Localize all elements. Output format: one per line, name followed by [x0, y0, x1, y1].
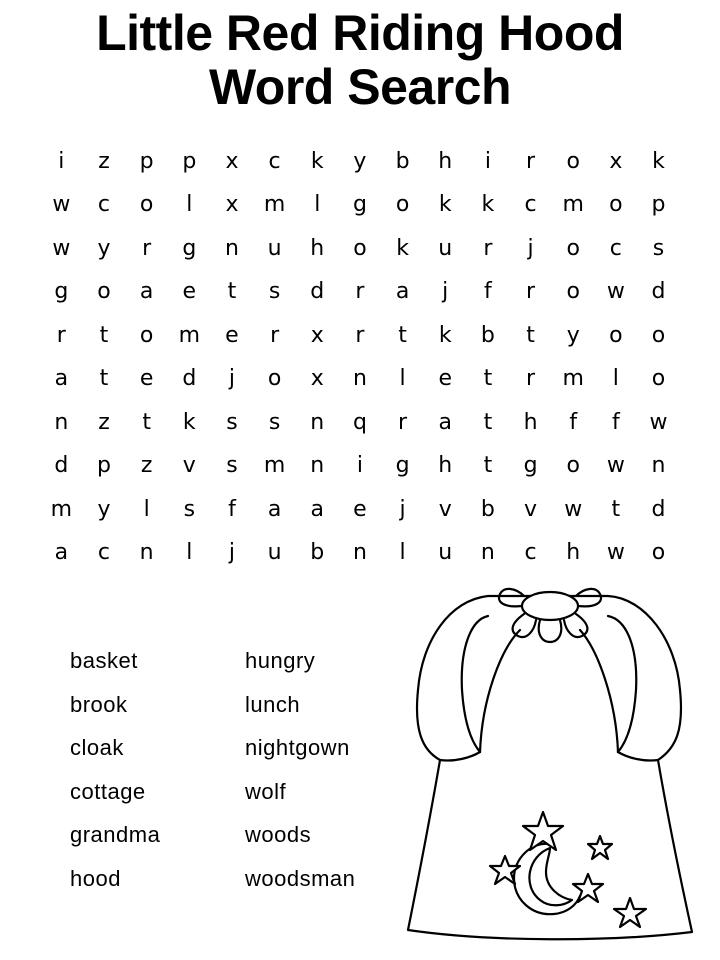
grid-letter: n — [224, 235, 239, 261]
grid-letter: e — [139, 366, 154, 392]
grid-letter: b — [480, 496, 495, 522]
grid-letter: f — [228, 496, 236, 522]
grid-letter: s — [226, 409, 238, 435]
grid-letter: t — [526, 322, 535, 348]
grid-letter: i — [484, 148, 491, 174]
grid-letter: k — [396, 235, 409, 261]
grid-letter: x — [310, 366, 324, 392]
grid-letter: k — [652, 148, 665, 174]
grid-letter: t — [398, 322, 407, 348]
grid-letter: b — [310, 540, 325, 566]
grid-letter: y — [97, 235, 111, 261]
grid-letter: a — [267, 496, 282, 522]
grid-letter: t — [483, 366, 493, 392]
grid-letter: r — [526, 279, 536, 305]
grid-letter: d — [182, 366, 197, 392]
grid-letter: l — [186, 192, 193, 218]
grid-letter: s — [226, 453, 238, 479]
grid-letter: z — [140, 453, 153, 479]
grid-letter: t — [99, 366, 109, 392]
grid-letter: o — [267, 366, 282, 392]
grid-letter: n — [54, 409, 69, 435]
grid-letter: d — [310, 279, 325, 305]
grid-letter: v — [438, 496, 452, 522]
grid-letter: w — [606, 540, 625, 566]
word-list-item: cloak — [70, 735, 124, 760]
grid-letter: a — [310, 496, 324, 522]
grid-letter: j — [228, 540, 236, 566]
grid-letter: m — [263, 192, 286, 218]
page-title — [0, 6, 720, 114]
grid-letter: o — [651, 322, 666, 348]
grid-letter: l — [399, 540, 406, 566]
grid-letter: m — [178, 322, 201, 348]
grid-letter: v — [182, 453, 196, 479]
word-list-item: grandma — [70, 822, 161, 847]
grid-letter: t — [611, 496, 621, 522]
grid-row — [40, 445, 680, 489]
grid-letter: c — [97, 540, 111, 566]
grid-letter: a — [139, 279, 154, 305]
grid-row — [40, 358, 680, 402]
grid-letter: x — [609, 148, 623, 174]
grid-letter: o — [139, 322, 154, 348]
grid-letter: l — [143, 496, 150, 522]
grid-letter: k — [481, 192, 495, 218]
grid-letter: x — [310, 322, 324, 348]
grid-letter: y — [97, 496, 111, 522]
grid-letter: j — [527, 235, 534, 261]
grid-letter: e — [353, 496, 367, 522]
grid-letter: o — [609, 192, 623, 218]
grid-letter: s — [652, 235, 665, 261]
grid-letter: r — [355, 322, 365, 348]
grid-letter: p — [97, 453, 111, 479]
word-list-item: brook — [70, 691, 128, 717]
grid-letter: p — [651, 192, 666, 218]
word-list-item: hood — [70, 865, 121, 891]
grid-letter: s — [183, 496, 196, 522]
grid-letter: n — [352, 366, 367, 392]
grid-row — [40, 488, 680, 532]
grid-letter: w — [649, 409, 668, 435]
grid-letter: w — [52, 192, 71, 218]
grid-letter: b — [480, 322, 495, 348]
grid-letter: m — [50, 496, 73, 522]
grid-letter: c — [268, 148, 281, 174]
grid-row — [40, 140, 680, 184]
grid-letter: h — [310, 235, 325, 261]
grid-letter: m — [562, 192, 584, 218]
grid-letter: z — [98, 148, 110, 174]
grid-letter: r — [355, 279, 365, 305]
word-list-column-2 — [245, 644, 355, 905]
grid-letter: c — [97, 192, 111, 218]
grid-letter: o — [566, 148, 580, 174]
title-line-1: Little Red Riding Hood — [96, 5, 624, 61]
grid-letter: n — [139, 540, 154, 566]
word-list-item: nightgown — [245, 735, 350, 760]
grid-letter: t — [227, 279, 237, 305]
grid-letter: s — [268, 279, 281, 305]
grid-letter: a — [54, 540, 69, 566]
grid-letter: o — [651, 540, 666, 566]
grid-letter: g — [352, 192, 367, 218]
grid-letter: g — [523, 453, 538, 479]
grid-letter: u — [438, 235, 453, 261]
grid-letter: r — [526, 148, 536, 174]
grid-letter: h — [523, 409, 538, 435]
grid-letter: j — [399, 496, 406, 522]
grid-letter: t — [99, 322, 109, 348]
grid-letter: h — [566, 540, 581, 566]
grid-letter: k — [438, 322, 452, 348]
grid-letter: z — [98, 409, 110, 435]
grid-letter: t — [483, 409, 493, 435]
grid-row — [40, 271, 680, 315]
grid-letter: t — [483, 453, 493, 479]
grid-letter: f — [484, 279, 492, 305]
word-list-item: woods — [245, 822, 312, 847]
grid-row — [40, 401, 680, 445]
grid-letter: c — [609, 235, 622, 261]
grid-letter: w — [606, 453, 625, 479]
grid-letter: r — [56, 322, 66, 348]
grid-letter: j — [442, 279, 449, 305]
grid-letter: v — [524, 496, 538, 522]
grid-letter: e — [182, 279, 197, 305]
grid-letter: i — [356, 453, 363, 479]
letter-grid — [40, 140, 680, 575]
grid-letter: o — [566, 453, 580, 479]
grid-row — [40, 184, 680, 228]
grid-row — [40, 314, 680, 358]
grid-letter: h — [438, 148, 453, 174]
grid-letter: w — [606, 279, 625, 305]
word-list-column-1 — [70, 644, 160, 905]
grid-letter: n — [352, 540, 367, 566]
grid-letter: x — [225, 192, 239, 218]
cloak-with-stars-and-moon-icon — [400, 580, 700, 950]
grid-letter: j — [228, 366, 236, 392]
grid-letter: o — [566, 235, 580, 261]
grid-letter: x — [225, 148, 239, 174]
word-list-item: lunch — [245, 691, 301, 717]
grid-letter: f — [569, 409, 578, 435]
grid-letter: y — [353, 148, 367, 174]
grid-letter: w — [564, 496, 583, 522]
grid-letter: w — [52, 235, 71, 261]
grid-letter: u — [438, 540, 453, 566]
grid-letter: b — [395, 148, 410, 174]
grid-letter: c — [524, 540, 537, 566]
grid-letter: g — [182, 235, 197, 261]
word-list-item: hungry — [245, 648, 316, 673]
grid-letter: r — [270, 322, 280, 348]
grid-letter: a — [395, 279, 410, 305]
grid-letter: k — [438, 192, 452, 218]
grid-letter: r — [526, 366, 536, 392]
grid-letter: m — [263, 453, 286, 479]
grid-letter: m — [562, 366, 584, 392]
grid-letter: l — [399, 366, 406, 392]
grid-letter: s — [268, 409, 281, 435]
grid-letter: o — [609, 322, 623, 348]
grid-letter: d — [651, 496, 666, 522]
word-list-item: cottage — [70, 778, 146, 804]
grid-letter: q — [352, 409, 367, 435]
grid-letter: o — [97, 279, 111, 305]
grid-letter: o — [395, 192, 410, 218]
word-list-item: woodsman — [245, 865, 356, 891]
grid-letter: o — [353, 235, 367, 261]
grid-letter: o — [651, 366, 666, 392]
grid-letter: i — [58, 148, 65, 174]
grid-letter: d — [651, 279, 666, 305]
grid-letter: l — [186, 540, 193, 566]
grid-letter: r — [398, 409, 408, 435]
grid-letter: p — [182, 148, 197, 174]
grid-letter: g — [54, 279, 69, 305]
grid-letter: a — [438, 409, 452, 435]
grid-letter: h — [438, 453, 453, 479]
grid-letter: n — [480, 540, 495, 566]
grid-letter: p — [139, 148, 154, 174]
grid-letter: n — [310, 409, 325, 435]
grid-letter: u — [267, 540, 282, 566]
title-line-2: Word Search — [209, 59, 511, 115]
grid-letter: d — [54, 453, 69, 479]
grid-letter: y — [566, 322, 580, 348]
grid-row — [40, 227, 680, 271]
grid-letter: r — [483, 235, 493, 261]
grid-letter: n — [651, 453, 666, 479]
grid-letter: k — [182, 409, 196, 435]
grid-letter: r — [142, 235, 152, 261]
grid-letter: g — [395, 453, 410, 479]
grid-letter: f — [611, 409, 620, 435]
grid-letter: u — [267, 235, 282, 261]
grid-letter: o — [139, 192, 154, 218]
grid-letter: l — [314, 192, 321, 218]
grid-letter: a — [54, 366, 69, 392]
grid-letter: e — [225, 322, 239, 348]
word-list-item: basket — [70, 648, 138, 673]
grid-row — [40, 532, 680, 576]
grid-letter: l — [612, 366, 619, 392]
grid-letter: e — [438, 366, 452, 392]
grid-letter: o — [566, 279, 580, 305]
grid-letter: n — [310, 453, 325, 479]
grid-letter: t — [142, 409, 151, 435]
grid-letter: c — [524, 192, 537, 218]
word-list-item: wolf — [245, 778, 287, 804]
grid-letter: k — [310, 148, 324, 174]
